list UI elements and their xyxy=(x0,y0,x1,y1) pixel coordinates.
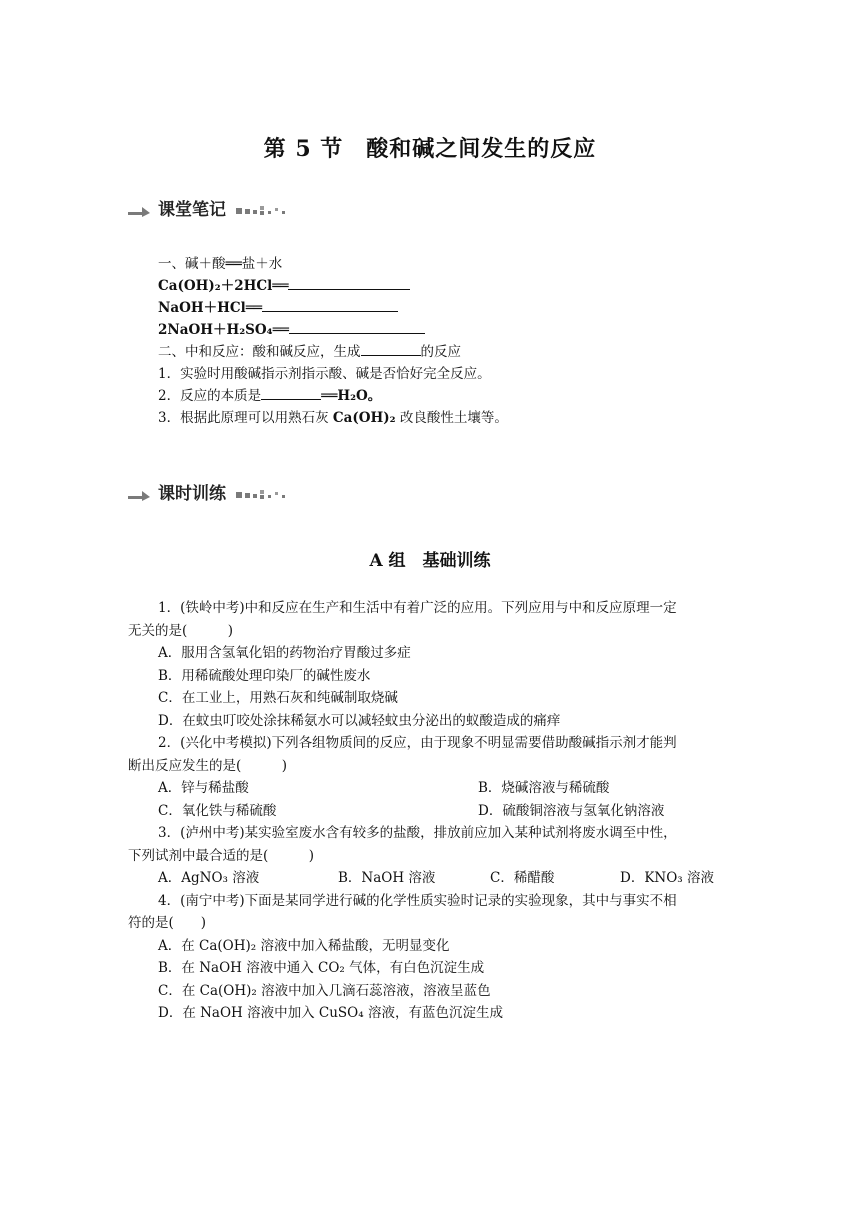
dots-decoration-icon xyxy=(236,206,288,215)
question-3-option-b: B．NaOH 溶液 xyxy=(338,870,436,886)
training-banner-label: 课时训练 xyxy=(154,479,230,504)
notes-heading-2-text: 二、中和反应：酸和碱反应，生成 xyxy=(158,344,361,360)
question-1-option-c: C．在工业上，用熟石灰和纯碱制取烧碱 xyxy=(158,690,398,706)
question-4-option-c: C．在 Ca(OH)₂ 溶液中加入几滴石蕊溶液，溶液呈蓝色 xyxy=(158,982,491,999)
question-3-option-d: D．KNO₃ 溶液 xyxy=(620,870,714,886)
equation-3 xyxy=(158,319,508,341)
question-3-line-2: 下列试剂中最合适的是( ) xyxy=(128,847,315,864)
notes-item-3-end: 改良酸性土壤等。 xyxy=(395,410,508,426)
dots-decoration-icon xyxy=(236,490,288,499)
equation-1-blank xyxy=(288,275,410,290)
training-banner xyxy=(128,482,288,504)
question-1-line-2: 无关的是( ) xyxy=(128,622,234,639)
question-2-line-2: 断出反应发生的是( ) xyxy=(128,757,288,774)
question-2-option-b: B．烧碱溶液与稀硫酸 xyxy=(478,780,610,796)
notes-item-3-text: 3．根据此原理可以用熟石灰 xyxy=(158,410,333,426)
question-2-options-row-1 xyxy=(128,777,738,800)
group-title: A 组 基础训练 xyxy=(369,551,491,571)
question-3-option-c: C．稀醋酸 xyxy=(490,870,555,886)
notes-block xyxy=(158,253,508,429)
notes-banner-label: 课堂笔记 xyxy=(154,195,230,220)
equation-3-blank xyxy=(289,319,425,334)
question-3-line-1: 3．(泸州中考)某实验室废水含有较多的盐酸，排放前应加入某种试剂将废水调至中性， xyxy=(158,825,677,841)
equation-2-blank xyxy=(262,297,398,312)
question-4-option-b: B．在 NaOH 溶液中通入 CO₂ 气体，有白色沉淀生成 xyxy=(158,960,485,976)
question-4-line-1: 4．(南宁中考)下面是某同学进行碱的化学性质实验时记录的实验现象，其中与事实不相 xyxy=(158,892,677,909)
notes-heading-2 xyxy=(158,341,508,363)
question-2-options-row-2 xyxy=(128,800,738,823)
equation-1 xyxy=(158,275,508,297)
question-2-option-a: A．锌与稀盐酸 xyxy=(158,780,249,796)
notes-item-3-formula: Ca(OH)₂ xyxy=(332,410,396,426)
notes-item-1: 1．实验时用酸碱指示剂指示酸、碱是否恰好完全反应。 xyxy=(158,366,491,382)
arrow-icon xyxy=(128,485,150,501)
notes-item-2-blank xyxy=(261,385,321,400)
question-1-line-1: 1．(铁岭中考)中和反应在生产和生活中有着广泛的应用。下列应用与中和反应原理一定 xyxy=(158,600,677,616)
question-4-option-a: A．在 Ca(OH)₂ 溶液中加入稀盐酸，无明显变化 xyxy=(158,937,450,954)
question-2-line-1: 2．(兴化中考模拟)下列各组物质间的反应，由于现象不明显需要借助酸碱指示剂才能判 xyxy=(158,735,677,751)
notes-heading-2-end: 的反应 xyxy=(420,344,461,360)
notes-item-2-end: ══H₂O。 xyxy=(321,388,382,404)
notes-heading-1: 一、碱＋酸══盐＋水 xyxy=(158,256,283,272)
notes-item-2-text: 2．反应的本质是 xyxy=(158,388,262,404)
arrow-icon xyxy=(128,201,150,217)
question-1-option-a: A．服用含氢氧化铝的药物治疗胃酸过多症 xyxy=(158,645,411,661)
notes-heading-2-blank xyxy=(361,341,421,356)
question-4-option-d: D．在 NaOH 溶液中加入 CuSO₄ 溶液，有蓝色沉淀生成 xyxy=(158,1005,503,1021)
equation-3-text: 2NaOH＋H₂SO₄══ xyxy=(158,322,289,338)
notes-banner xyxy=(128,198,288,220)
question-3-option-a: A．AgNO₃ 溶液 xyxy=(158,870,260,886)
question-1-option-d: D．在蚊虫叮咬处涂抹稀氨水可以减轻蚊虫分泌出的蚁酸造成的痛痒 xyxy=(158,712,561,729)
equation-1-text: Ca(OH)₂＋2HCl══ xyxy=(158,278,289,294)
notes-item-3 xyxy=(158,407,508,429)
equation-2 xyxy=(158,297,508,319)
notes-item-2 xyxy=(158,385,508,407)
page-title: 第 5 节 酸和碱之间发生的反应 xyxy=(263,136,597,162)
question-2-option-c: C．氧化铁与稀硫酸 xyxy=(158,802,277,819)
question-1-option-b: B．用稀硫酸处理印染厂的碱性废水 xyxy=(158,667,371,684)
equation-2-text: NaOH＋HCl══ xyxy=(158,300,262,316)
questions-block xyxy=(128,597,738,1025)
question-2-option-d: D．硫酸铜溶液与氢氧化钠溶液 xyxy=(478,802,665,819)
question-3-options-row xyxy=(128,867,738,890)
question-4-line-2: 符的是( ) xyxy=(128,915,207,931)
